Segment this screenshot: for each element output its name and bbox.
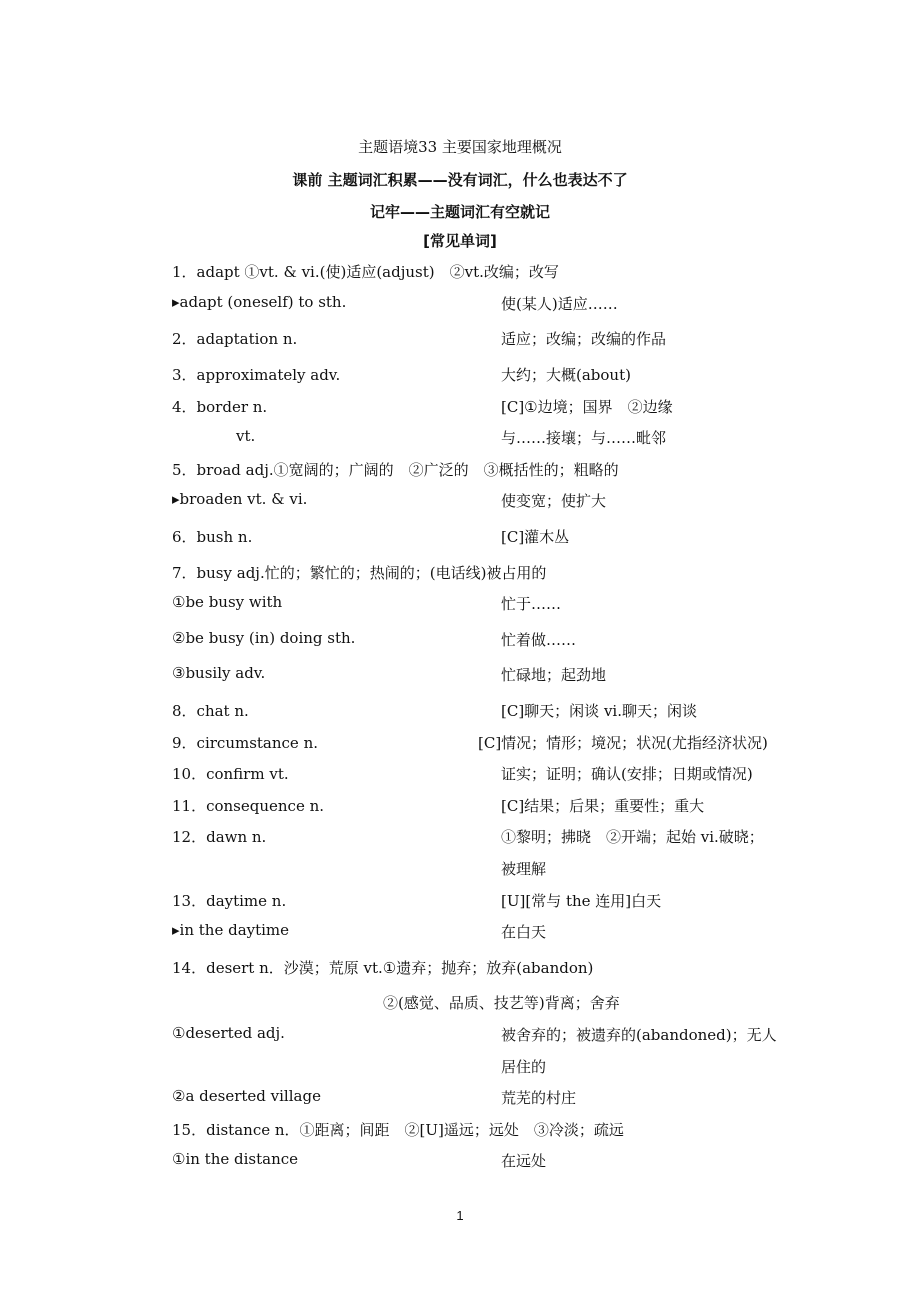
vocab-entry xyxy=(0,890,920,914)
vocab-entry xyxy=(0,562,920,586)
vocab-entry xyxy=(0,1024,920,1048)
category-heading: [常见单词] xyxy=(423,232,497,250)
vocab-entry xyxy=(0,593,920,617)
vocab-entry xyxy=(0,526,920,550)
entry-meaning: 在远处 xyxy=(501,1152,547,1170)
vocab-entry xyxy=(0,364,920,388)
page-title: 主题语境33 主要国家地理概况 xyxy=(358,138,562,156)
entry-meaning: 使(某人)适应…… xyxy=(501,295,618,313)
entry-term: ▸in the daytime xyxy=(172,921,290,939)
vocab-entry xyxy=(0,700,920,724)
entry-term: 11．consequence n. xyxy=(172,797,325,815)
entry-term: 4．border n. xyxy=(172,398,268,416)
entry-meaning: 与……接壤；与……毗邻 xyxy=(501,429,667,447)
entry-meaning: [C]灌木丛 xyxy=(501,528,570,546)
entry-term: ②a deserted village xyxy=(172,1087,321,1105)
entry-term: 10．confirm vt. xyxy=(172,765,289,783)
entry-meaning: 大约；大概(about) xyxy=(501,366,631,384)
entry-term: 15．distance n．①距离；间距 ②[U]遥远；远处 ③冷淡；疏远 xyxy=(172,1121,624,1139)
entry-term: ①be busy with xyxy=(172,593,283,611)
entry-term: 3．approximately adv. xyxy=(172,366,341,384)
vocab-entry-continuation xyxy=(0,1056,920,1080)
entry-term: 12．dawn n. xyxy=(172,828,267,846)
vocab-entry xyxy=(0,328,920,352)
entry-meaning: ①黎明；拂晓 ②开端；起始 vi.破晓； xyxy=(501,828,764,846)
vocab-entry-continuation xyxy=(0,992,920,1016)
vocab-entry xyxy=(0,1150,920,1174)
entry-meaning: 被理解 xyxy=(501,860,547,878)
entry-term: 1．adapt ①vt. & vi.(使)适应(adjust) ②vt.改编；改写 xyxy=(172,263,559,281)
page-number: 1 xyxy=(456,1208,464,1223)
entry-term: ②be busy (in) doing sth. xyxy=(172,629,356,647)
entry-term: ①deserted adj. xyxy=(172,1024,285,1042)
vocab-entry xyxy=(0,427,920,451)
vocab-entry xyxy=(0,629,920,653)
vocab-entry-continuation xyxy=(0,858,920,882)
entry-meaning: 荒芜的村庄 xyxy=(501,1089,577,1107)
vocab-entry xyxy=(0,1119,920,1143)
page-subtitle: 课前 主题词汇积累——没有词汇，什么也表达不了 xyxy=(292,171,628,189)
entry-term: 2．adaptation n. xyxy=(172,330,298,348)
vocab-entry xyxy=(0,795,920,819)
entry-meaning: [U][常与 the 连用]白天 xyxy=(501,892,662,910)
entry-meaning: 证实；证明；确认(安排；日期或情况) xyxy=(501,765,753,783)
entry-term: ▸adapt (oneself) to sth. xyxy=(172,293,347,311)
entry-meaning: [C]聊天；闲谈 vi.聊天；闲谈 xyxy=(501,702,697,720)
entry-term: 14．desert n．沙漠；荒原 vt.①遗弃；抛弃；放弃(abandon) xyxy=(172,959,594,977)
vocab-entry xyxy=(0,490,920,514)
vocab-entry xyxy=(0,293,920,317)
vocab-entry xyxy=(0,826,920,850)
entry-term: 13．daytime n. xyxy=(172,892,287,910)
entry-term: vt. xyxy=(236,427,256,445)
section-heading: 记牢——主题词汇有空就记 xyxy=(369,203,550,221)
vocab-entry xyxy=(0,459,920,483)
entry-meaning: 居住的 xyxy=(501,1058,547,1076)
entry-term: ▸broaden vt. & vi. xyxy=(172,490,308,508)
entry-meaning: 忙碌地；起劲地 xyxy=(501,666,607,684)
vocab-entry xyxy=(0,664,920,688)
entry-term: 7．busy adj.忙的；繁忙的；热闹的；(电话线)被占用的 xyxy=(172,564,547,582)
entry-meaning: 忙于…… xyxy=(501,595,562,613)
vocab-entry xyxy=(0,261,920,285)
entry-term: 6．bush n. xyxy=(172,528,253,546)
entry-meaning: [C]情况；情形；境况；状况(尤指经济状况) xyxy=(478,734,768,752)
entry-meaning: [C]结果；后果；重要性；重大 xyxy=(501,797,705,815)
entry-term: ①in the distance xyxy=(172,1150,299,1168)
entry-meaning: 忙着做…… xyxy=(501,631,577,649)
entry-term: ③busily adv. xyxy=(172,664,266,682)
entry-term: 8．chat n. xyxy=(172,702,249,720)
vocab-entry xyxy=(0,957,920,981)
entry-term: 9．circumstance n. xyxy=(172,734,319,752)
entry-meaning: ②(感觉、品质、技艺等)背离；舍弃 xyxy=(383,994,620,1012)
vocab-entry xyxy=(0,396,920,420)
entry-meaning: 使变宽；使扩大 xyxy=(501,492,607,510)
entry-meaning: 被舍弃的；被遗弃的(abandoned)；无人 xyxy=(501,1026,777,1044)
vocab-entry xyxy=(0,732,920,756)
entry-meaning: 适应；改编；改编的作品 xyxy=(501,330,667,348)
entry-meaning: 在白天 xyxy=(501,923,547,941)
vocab-entry xyxy=(0,921,920,945)
entry-term: 5．broad adj.①宽阔的；广阔的 ②广泛的 ③概括性的；粗略的 xyxy=(172,461,619,479)
entry-meaning: [C]①边境；国界 ②边缘 xyxy=(501,398,673,416)
vocab-entry xyxy=(0,763,920,787)
vocab-entry xyxy=(0,1087,920,1111)
